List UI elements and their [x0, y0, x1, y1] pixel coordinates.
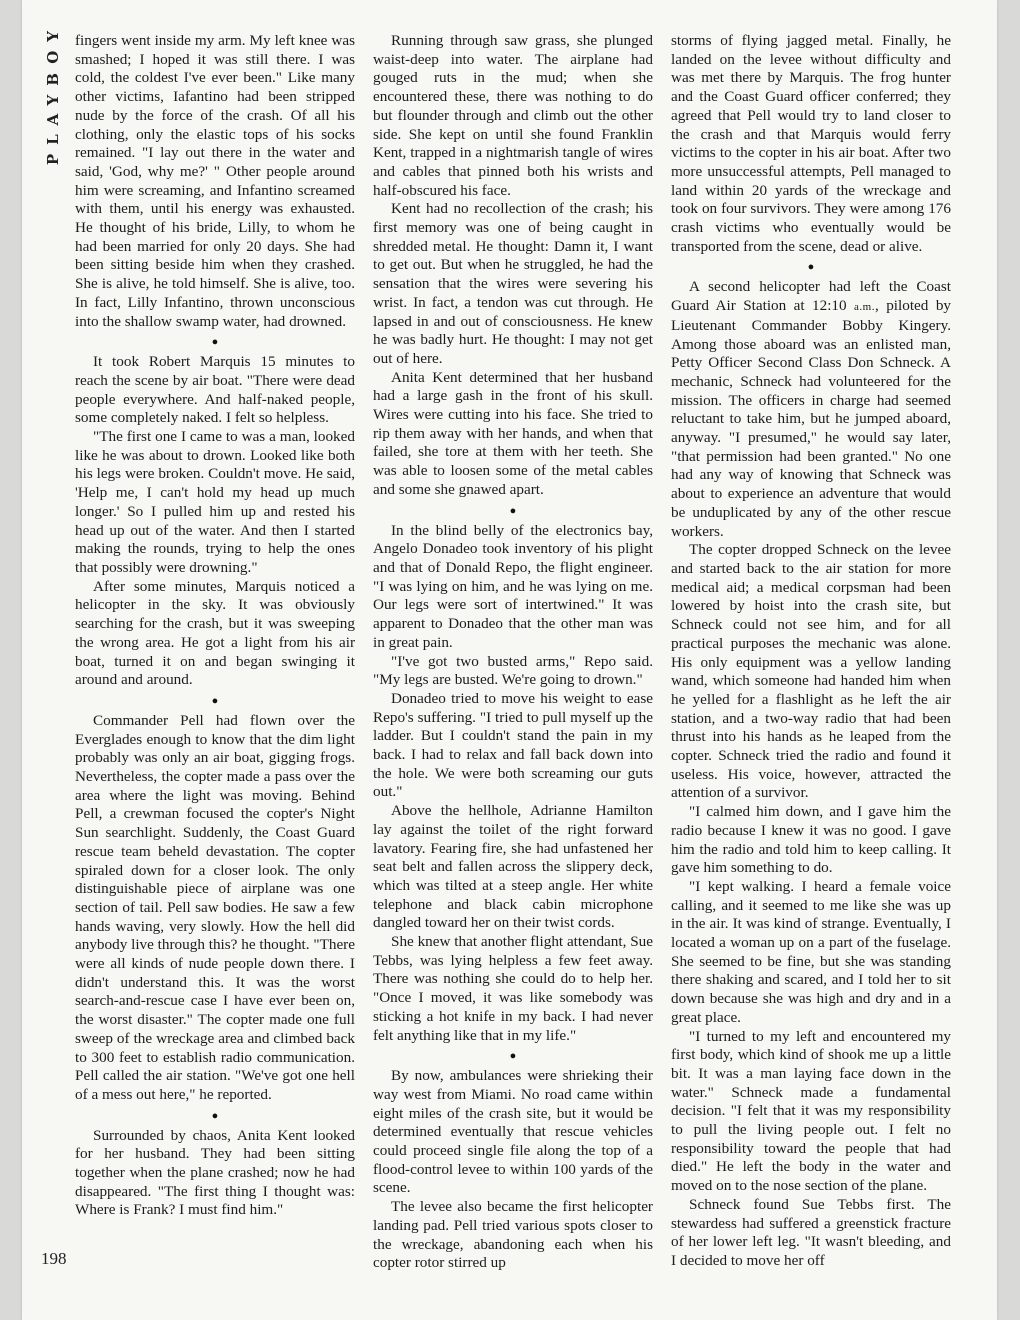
magazine-title: PLAYBOY [44, 22, 62, 166]
magazine-page [22, 0, 997, 1320]
section-separator: ● [509, 1050, 517, 1063]
paragraph: The levee also became the first helicopter landing pad. Pell tried various spots closer to the wreckage, abandoning each when his copter rotor stirred up [373, 1198, 653, 1272]
paragraph: It took Robert Marquis 15 minutes to reach the scene by air boat. "There were dead people everywhere. And half-naked people, some completely naked. I felt so helpless. [75, 353, 355, 427]
paragraph: Anita Kent determined that her husband had a large gash in the front of his skull. Wires were cutting into his face. She tried to rip them away with her hands, and when that failed, she tore at them with her teeth. She was able to loosen some of the metal cables and some she gnawed apart. [373, 368, 653, 498]
page-number: 198 [41, 1249, 67, 1268]
paragraph: The copter dropped Schneck on the levee and started back to the air station for more medical aid; a medical corpsman had been lowered by hoist into the crash site, but Schneck could not see him, and for all practical purposes the mechanic was alone. His only equipment was a yellow landing wand, which someone had handed him when he yelled for a flashlight as he left the air station, and a two-way radio that had been thrust into his hands as he leaped from the copter. Schneck tried the radio and found it useless. His voice, however, attracted the attention of a survivor. [671, 541, 951, 802]
paragraph-text: , piloted by Lieutenant Commander Bobby Kingery. Among those aboard was an enlisted man, Petty Officer Second Class Don Schneck. A mechanic, Schneck had volunteered for the mission. The officers in charge had seemed reluctant to take him, but he jumped aboard, anyway. "I presumed," he would say later, "that permission had been granted." No one had any way of knowing that Schneck was about to experience an adventure that would be unduplicated by any of the other rescue workers. [671, 297, 952, 540]
paragraph: In the blind belly of the electronics bay, Angelo Donadeo took inventory of his plight and that of Donald Repo, the flight engineer. "I was lying on him, and he was lying on me. Our legs were sort of intertwined." It was apparent to Donadeo that the other man was in great pain. [373, 521, 653, 651]
paragraph: "I calmed him down, and I gave him the radio because I knew it was no good. I gave him the radio and told him to keep calling. It gave him something to do. [671, 803, 951, 877]
paragraph: Donadeo tried to move his weight to ease Repo's suffering. "I tried to pull myself up the ladder. But I couldn't stand the pain in my back. I had to relax and fall back down into the hole. We were both screaming our guts out." [373, 689, 653, 801]
paragraph: storms of flying jagged metal. Finally, he landed on the levee without difficulty and was met there by Marquis. The frog hunter and the Coast Guard officer conferred; they agreed that Pell would try to land closer to the crash and that Marquis would ferry victims to the copter in his air boat. After two more unsuccessful attempts, Pell managed to land within 20 yards of the wreckage and took on four survivors. They were among 176 crash victims who eventually would be transported from the scene, dead or alive. [671, 32, 951, 255]
paragraph: By now, ambulances were shrieking their way west from Miami. No road came within eight miles of the crash site, but it would be determined eventually that rescue vehicles could proceed single file along the top of a flood-control levee to within 100 yards of the scene. [373, 1067, 653, 1197]
section-separator: ● [807, 261, 815, 274]
section-separator: ● [211, 336, 219, 349]
paragraph: "I kept walking. I heard a female voice calling, and it seemed to me like she was up in the air. It was kind of strange. Eventually, I located a woman up on a part of the fuselage. She seemed to be fine, but she was standing there shaking and scared, and I told her to sit down because she was high and dry and in a great place. [671, 877, 951, 1026]
paragraph: "The first one I came to was a man, looked like he was about to drown. Looked like both his legs were broken. Couldn't move. He said, 'Help me, I can't hold my head up much longer.' So I pulled him up and rested his head up out of the water. And then I started making the rounds, trying to help the ones that possibly were drowning." [75, 428, 355, 576]
paragraph-text: A second helicopter had left the Coast Guard Air Station at 12:10 [671, 278, 951, 315]
paragraph: Commander Pell had flown over the Everglades enough to know that the dim light probably was only an air boat, gigging frogs. Nevertheless, the copter made a pass over the area where the light was moving. Behind Pell, a crewman focused the copter's Night Sun searchlight. Suddenly, the Coast Guard rescue team beheld devastation. The copter spiraled down for a closer look. The only distinguishable piece of airplane was one section of tail. Pell saw bodies. He saw a few hands waving, very slowly. How the hell did anybody live through this? he thought. "There were all kinds of nude people down there. I didn't understand this. It was the worst search-and-rescue case I have ever been on, the worst disaster." The copter made one full sweep of the wreckage area and climbed back to 300 feet to establish radio communication. Pell called the air station. "We've got one hell of a mess out here," he reported. [75, 711, 355, 1103]
paragraph: After some minutes, Marquis noticed a helicopter in the sky. It was obviously searching for the crash, but it was sweeping the wrong area. He got a light from his air boat, turned it on and began swinging it around and around. [75, 577, 355, 689]
paragraph [671, 278, 951, 541]
paragraph: Surrounded by chaos, Anita Kent looked for her husband. They had been sitting together when the plane crashed; now he had disappeared. "The first thing I thought was: Where is Frank? I must find him." [75, 1126, 355, 1219]
paragraph: Above the hellhole, Adrianne Hamilton lay against the toilet of the right forward lavatory. Fearing fire, she had unfastened her seat belt and fallen across the slippery deck, which was tilted at a steep angle. Her white telephone and black cabin microphone dangled toward her on their twist cords. [373, 802, 653, 932]
paragraph: fingers went inside my arm. My left knee was smashed; I hoped it was still there. I was cold, the coldest I've ever been." Like many other victims, Iafantino had been stripped nude by the force of the crash. Of all his clothing, only the elastic tops of his socks remained. "I lay out there in the water and said, 'God, why me?' " Other people around him were screaming, and Infantino screamed with them, until his energy was exhausted. He thought of his bride, Lilly, to whom he had been married for only 20 days. She had been sitting beside him when they crashed. She is alive, he told himself. She is alive, too. In fact, Lilly Infantino, thrown unconscious into the shallow swamp water, had drowned. [75, 32, 355, 330]
section-separator: ● [211, 694, 219, 707]
section-separator: ● [509, 504, 517, 517]
column-3 [671, 32, 951, 1271]
paragraph: "I turned to my left and encountered my first body, which kind of shook me up a little bit. It was a man laying face down in the water." Schneck made a fundamental decision. "I felt that it was my responsibility to pull the living people out. I felt no responsibility toward the people that had died." He left the body in the water and moved on to the nose section of the plane. [671, 1027, 951, 1195]
paragraph: Running through saw grass, she plunged waist-deep into water. The airplane had gouged ruts in the mud; when she encountered these, there was nothing to do but flounder through and climb out the other side. She kept on until she found Franklin Kent, trapped in a nightmarish tangle of wires and cables that pinned both his wrists and half-obscured his face. [373, 32, 653, 199]
section-separator: ● [211, 1109, 219, 1122]
column-1 [75, 32, 355, 1220]
paragraph: She knew that another flight attendant, Sue Tebbs, was lying helpless a few feet away. There was nothing she could do to help her. "Once I moved, it was like somebody was sticking a hot knife in my back. I had never felt anything like that in my life." [373, 933, 653, 1044]
paragraph: "I've got two busted arms," Repo said. "My legs are busted. We're going to drown." [373, 652, 653, 689]
paragraph: Schneck found Sue Tebbs first. The stewardess had suffered a greenstick fracture of her lower left leg. "It wasn't bleeding, and I decided to move her off [671, 1195, 951, 1269]
column-2 [373, 32, 653, 1273]
time-suffix: a.m. [854, 301, 875, 314]
paragraph: Kent had no recollection of the crash; his first memory was one of being caught in shredded metal. He thought: Damn it, I want to get out. But when he struggled, he had the sensation that the wires were severing his wrist. In fact, a tendon was cut through. He lapsed in and out of consciousness. He knew he was badly hurt. He thought: I may not get out of here. [373, 200, 653, 367]
